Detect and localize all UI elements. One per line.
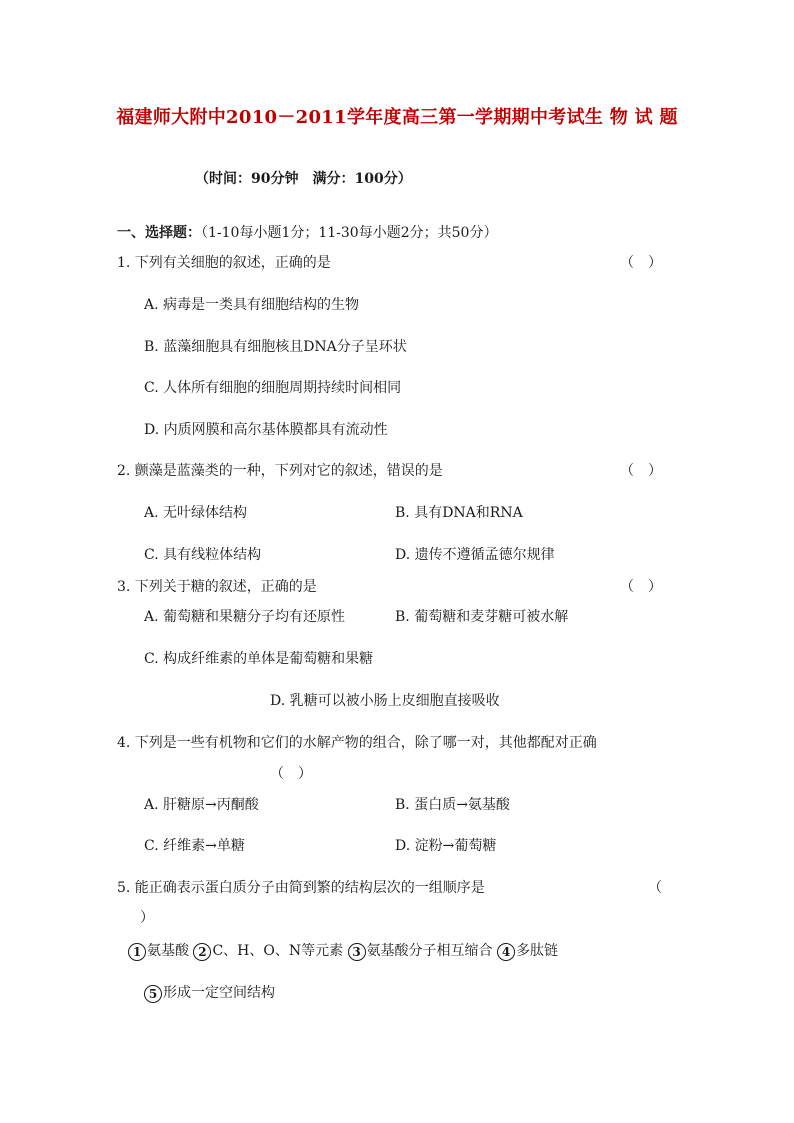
question-2-option-a: A. 无叶绿体结构 bbox=[144, 505, 248, 521]
question-4-answer-blank: （ ） bbox=[270, 766, 312, 782]
question-1-answer-blank: （ ） bbox=[620, 255, 662, 271]
question-4-option-d: D. 淀粉→葡萄糖 bbox=[395, 838, 497, 854]
circled-number-3: 3 bbox=[348, 943, 366, 961]
question-1-option-b: B. 蓝藻细胞具有细胞核且DNA分子呈环状 bbox=[144, 339, 407, 355]
question-4-option-c: C. 纤维素→单糖 bbox=[144, 838, 245, 854]
exam-title: 福建师大附中2010－2011学年度高三第一学期期中考试生 物 试 题 bbox=[116, 107, 678, 128]
circled-number-4: 4 bbox=[497, 943, 515, 961]
question-1-option-a: A. 病毒是一类具有细胞结构的生物 bbox=[144, 297, 360, 313]
question-5-items-row-1 bbox=[128, 940, 558, 961]
question-3-answer-blank: （ ） bbox=[620, 579, 662, 595]
item-1-text: 氨基酸 bbox=[147, 943, 189, 959]
item-5-text: 形成一定空间结构 bbox=[163, 985, 275, 1001]
section-heading bbox=[117, 222, 497, 242]
question-3-option-a: A. 葡萄糖和果糖分子均有还原性 bbox=[144, 609, 346, 625]
question-2-answer-blank: （ ） bbox=[620, 463, 662, 479]
question-3-stem: 3. 下列关于糖的叙述，正确的是 bbox=[117, 579, 317, 595]
section-note: （1-10每小题1分；11-30每小题2分；共50分） bbox=[201, 225, 498, 241]
exam-info: （时间：90分钟 满分：100分） bbox=[195, 171, 412, 187]
circled-number-5: 5 bbox=[144, 985, 162, 1003]
question-5-stem: 5. 能正确表示蛋白质分子由简到繁的结构层次的一组顺序是 bbox=[117, 880, 485, 896]
circled-number-1: 1 bbox=[128, 943, 146, 961]
question-5-paren-open: （ bbox=[648, 880, 662, 896]
circled-number-2: 2 bbox=[193, 943, 211, 961]
item-3-text: 氨基酸分子相互缩合 bbox=[366, 943, 493, 959]
question-5-items-row-2 bbox=[144, 982, 275, 1003]
question-4-option-a: A. 肝糖原→丙酮酸 bbox=[144, 797, 259, 813]
question-3-option-c: C. 构成纤维素的单体是葡萄糖和果糖 bbox=[144, 651, 374, 667]
question-1-option-d: D. 内质网膜和高尔基体膜都具有流动性 bbox=[144, 422, 388, 438]
question-4-stem: 4. 下列是一些有机物和它们的水解产物的组合，除了哪一对，其他都配对正确 bbox=[117, 735, 597, 751]
question-3-option-d: D. 乳糖可以被小肠上皮细胞直接吸收 bbox=[270, 693, 500, 709]
question-4-option-b: B. 蛋白质→氨基酸 bbox=[395, 797, 510, 813]
section-label: 一、选择题： bbox=[117, 225, 201, 241]
question-3-option-b: B. 葡萄糖和麦芽糖可被水解 bbox=[395, 609, 569, 625]
question-2-option-d: D. 遗传不遵循孟德尔规律 bbox=[395, 547, 555, 563]
question-1-stem: 1. 下列有关细胞的叙述，正确的是 bbox=[117, 255, 331, 271]
item-4-text: 多肽链 bbox=[516, 943, 559, 959]
question-2-option-c: C. 具有线粒体结构 bbox=[144, 547, 262, 563]
item-2-text: C、H、O、N等元素 bbox=[212, 943, 344, 959]
question-2-option-b: B. 具有DNA和RNA bbox=[395, 505, 523, 521]
question-2-stem: 2. 颤藻是蓝藻类的一种，下列对它的叙述，错误的是 bbox=[117, 463, 443, 479]
question-5-paren-close: ） bbox=[140, 910, 154, 926]
question-1-option-c: C. 人体所有细胞的细胞周期持续时间相同 bbox=[144, 380, 402, 396]
